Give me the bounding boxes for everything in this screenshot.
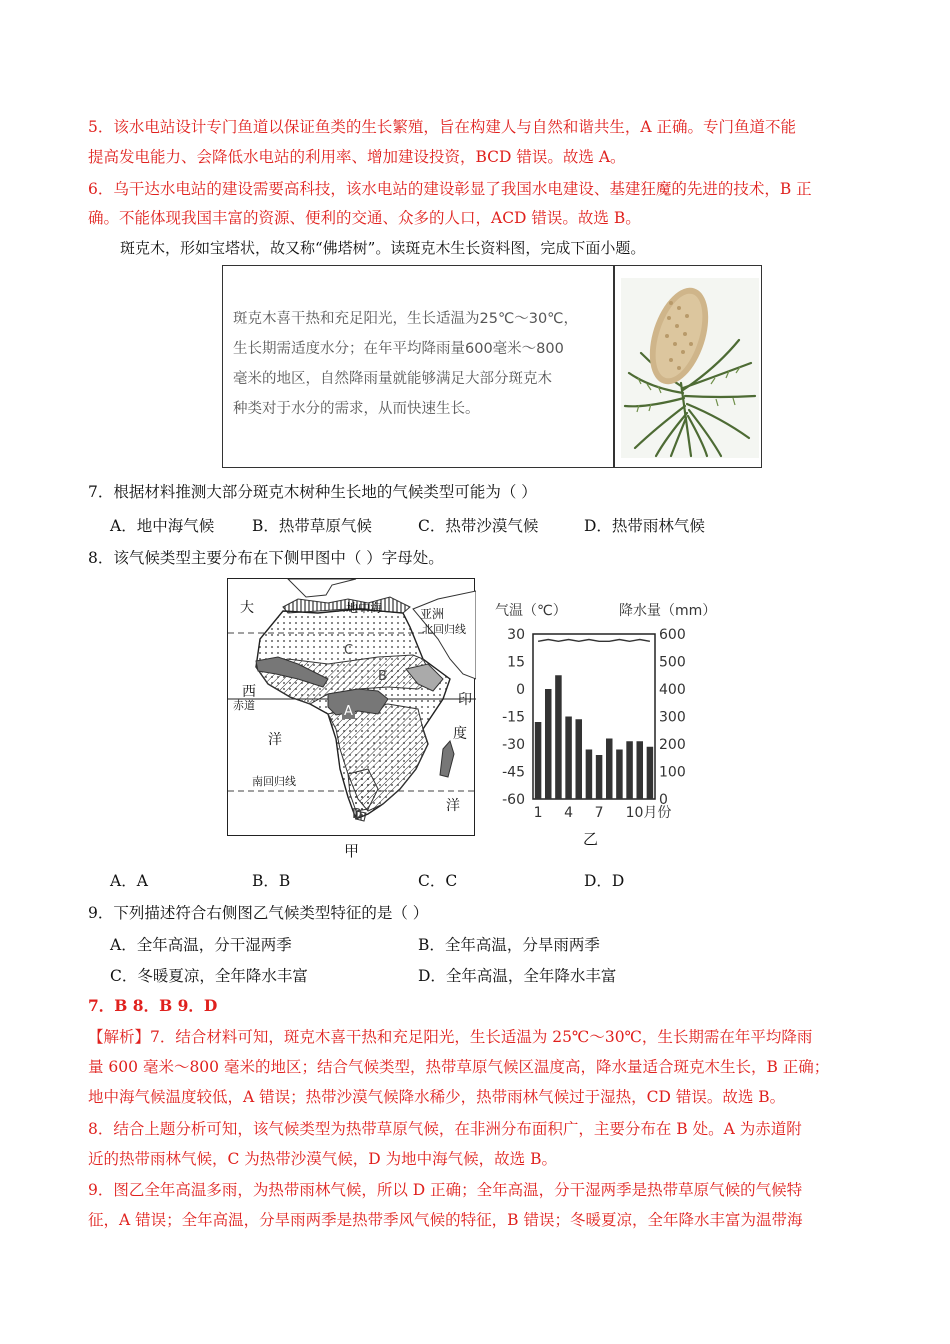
precip-bar (616, 750, 623, 800)
month-tick-label: 7 (594, 805, 604, 821)
month-tick-label: 4 (564, 805, 574, 821)
temp-tick-label: -30 (502, 737, 525, 753)
banksia-flower-photo-icon (621, 278, 759, 458)
analysis-line: 征，A 错误；全年高温，分旱雨两季是热带季风气候的特征，B 错误；冬暖夏凉，全年降水丰富为温带海 (88, 1211, 803, 1229)
temp-tick-label: 0 (516, 682, 525, 698)
label-a: A (344, 704, 353, 719)
q7-option-c[interactable]: C．热带沙漠气候 (418, 517, 539, 535)
label-xi: 西 (242, 684, 256, 700)
label-da: 大 (240, 600, 254, 616)
precip-tick-label: 200 (659, 737, 686, 753)
precip-bar (575, 719, 582, 799)
precip-axis-label: 降水量（mm） (619, 603, 717, 619)
q7-option-b[interactable]: B．热带草原气候 (252, 517, 372, 535)
q5-explanation-line1: 5．该水电站设计专门鱼道以保证鱼类的生长繁殖，旨在构建人与自然和谐共生，A 正确。专门鱼道不能 (88, 118, 796, 136)
temp-tick-label: 15 (507, 654, 525, 671)
precip-tick-label: 0 (659, 792, 668, 808)
label-tropic-south: 南回归线 (252, 775, 296, 788)
precip-bar (636, 741, 643, 799)
precip-bar (535, 722, 542, 799)
climate-figure (227, 578, 727, 863)
month-tick-label: 1 (533, 805, 543, 821)
temp-tick-label: -15 (502, 709, 525, 726)
analysis-line: 近的热带雨林气候，C 为热带沙漠气候，D 为地中海气候，故选 B。 (88, 1150, 557, 1168)
q6-explanation-line2: 确。不能体现我国丰富的资源、便利的交通、众多的人口，ACD 错误。故选 B。 (88, 209, 641, 227)
precip-bar (565, 717, 572, 800)
q5-explanation-line2: 提高发电能力、会降低水电站的利用率、增加建设投资，BCD 错误。故选 A。 (88, 148, 626, 166)
label-c: C (344, 643, 354, 658)
q7-stem: 7．根据材料推测大部分斑克木树种生长地的气候类型可能为（ ） (88, 483, 537, 501)
q6-explanation-line1: 6．乌干达水电站的建设需要高科技，该水电站的建设彰显了我国水电建设、基建狂魔的先进的技术，B 正 (88, 180, 812, 198)
precip-tick-label: 100 (659, 764, 686, 781)
climate-chart (495, 624, 725, 852)
precip-tick-label: 600 (659, 627, 686, 643)
label-equator: 赤道 (233, 699, 255, 712)
precip-tick-label: 500 (659, 654, 686, 671)
material-text (233, 304, 603, 424)
q8-option-d[interactable]: D．D (584, 872, 625, 890)
q9-option-b[interactable]: B．全年高温，分旱雨两季 (418, 936, 600, 954)
precip-bar (596, 755, 603, 799)
q9-option-c[interactable]: C．冬暖夏凉，全年降水丰富 (110, 967, 308, 985)
q9-option-a[interactable]: A．全年高温，分干湿两季 (110, 936, 292, 954)
africa-map (227, 578, 475, 836)
precip-bar (626, 741, 633, 799)
label-d: D (352, 807, 363, 822)
q8-option-a[interactable]: A．A (110, 872, 148, 890)
precip-tick-label: 300 (659, 709, 686, 726)
precip-bar (586, 750, 593, 800)
analysis-line: 8．结合上题分析可知，该气候类型为热带草原气候，在非洲分布面积广，主要分布在 B 处。A 为赤道附 (88, 1120, 802, 1138)
chart-caption: 乙 (583, 830, 599, 848)
temperature-line (538, 640, 650, 642)
material-line: 毫米的地区，自然降雨量就能够满足大部分斑克木 (233, 371, 552, 387)
q8-option-c[interactable]: C．C (418, 872, 458, 890)
q9-stem: 9．下列描述符合右侧图乙气候类型特征的是（ ） (88, 904, 429, 922)
q8-option-b[interactable]: B．B (252, 872, 291, 890)
month-tick-label: 10月份 (625, 805, 672, 821)
q7-option-d[interactable]: D．热带雨林气候 (584, 517, 705, 535)
temp-tick-label: -45 (502, 764, 525, 781)
label-yin: 印 (458, 692, 472, 708)
precip-bar (545, 689, 552, 799)
label-b: B (378, 669, 387, 684)
temp-tick-label: 30 (507, 627, 525, 643)
label-mediterranean: 地中海 (346, 601, 383, 615)
analysis-line: 量 600 毫米～800 毫米的地区；结合气候类型，热带草原气候区温度高，降水量适合斑克木生长，B 正确； (88, 1058, 830, 1076)
material-line: 种类对于水分的需求，从而快速生长。 (233, 401, 480, 417)
precip-bar (555, 675, 562, 799)
material-line: 斑克木喜干热和充足阳光，生长适温为25℃～30℃， (233, 311, 578, 327)
temp-tick-label: -60 (502, 792, 525, 808)
precip-bar (647, 747, 654, 799)
label-yang-east: 洋 (446, 798, 460, 814)
analysis-line: 地中海气候温度较低，A 错误；热带沙漠气候降水稀少，热带雨林气候过于湿热，CD 错误。故选 B。 (88, 1088, 786, 1106)
material-divider (613, 266, 615, 467)
material-box (222, 265, 762, 468)
material-intro: 斑克木，形如宝塔状，故又称“佛塔树”。读斑克木生长资料图，完成下面小题。 (120, 239, 646, 257)
material-line: 生长期需适度水分；在年平均降雨量600毫米～800 (233, 341, 564, 357)
label-yang-west: 洋 (268, 732, 282, 748)
q7-option-a[interactable]: A．地中海气候 (110, 517, 215, 535)
analysis-line: 【解析】7．结合材料可知，斑克木喜干热和充足阳光，生长适温为 25℃～30℃，生长期需在年平均降雨 (88, 1028, 813, 1046)
analysis-line: 9．图乙全年高温多雨，为热带雨林气候，所以 D 正确；全年高温，分干湿两季是热带草原气候的气候特 (88, 1181, 803, 1199)
q8-stem: 8．该气候类型主要分布在下侧甲图中（ ）字母处。 (88, 549, 444, 567)
temp-axis-label: 气温（℃） (495, 603, 567, 619)
label-du: 度 (453, 726, 467, 742)
answer-key: 7．B 8．B 9．D (88, 996, 218, 1015)
precip-tick-label: 400 (659, 682, 686, 698)
label-asia: 亚洲 (420, 607, 445, 621)
label-tropic-north: 北回归线 (422, 623, 466, 636)
precip-bar (606, 739, 613, 800)
map-caption: 甲 (344, 842, 360, 860)
q9-option-d[interactable]: D．全年高温，全年降水丰富 (418, 967, 617, 985)
